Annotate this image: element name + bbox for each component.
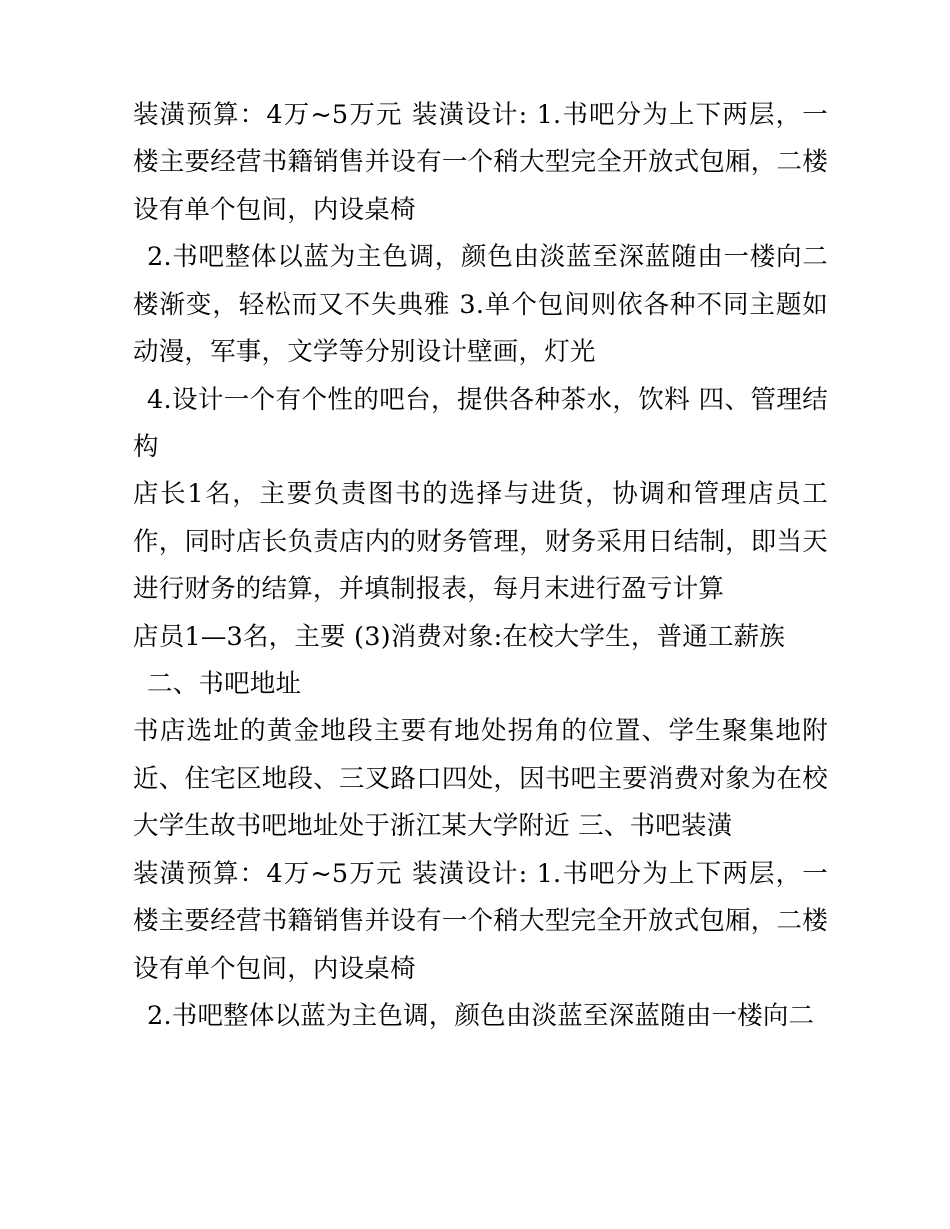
paragraph: 店员1—3名，主要 (3)消费对象:在校大学生，普通工薪族	[133, 621, 786, 652]
paragraph: 2.书吧整体以蓝为主色调，颜色由淡蓝至深蓝随由一楼向二	[147, 1001, 815, 1032]
document-body	[133, 92, 828, 1040]
paragraph: 装潢预算：4万~5万元 装潢设计: 1.书吧分为上下两层，一楼主要经营书籍销售并设有一个稍大型完全开放式包厢，二楼设有单个包间，内设桌椅	[133, 858, 828, 984]
paragraph: 4.设计一个有个性的吧台，提供各种茶水，饮料 四、管理结构	[133, 384, 828, 462]
paragraph: 二、书吧地址	[147, 669, 302, 700]
paragraph: 装潢预算：4万~5万元 装潢设计: 1.书吧分为上下两层，一楼主要经营书籍销售并设有一个稍大型完全开放式包厢，二楼设有单个包间，内设桌椅	[133, 100, 828, 225]
paragraph: 2.书吧整体以蓝为主色调，颜色由淡蓝至深蓝随由一楼向二楼渐变，轻松而又不失典雅 3.单个包间则依各种不同主题如动漫，军事，文学等分别设计壁画，灯光	[133, 242, 828, 368]
paragraph: 书店选址的黄金地段主要有地处拐角的位置、学生聚集地附近、住宅区地段、三叉路口四处，因书吧主要消费对象为在校大学生故书吧地址处于浙江某大学附近 三、书吧装潢	[133, 716, 828, 842]
paragraph: 店长1名，主要负责图书的选择与进货，协调和管理店员工作，同时店长负责店内的财务管理，财务采用日结制，即当天进行财务的结算，并填制报表，每月末进行盈亏计算	[133, 479, 828, 605]
